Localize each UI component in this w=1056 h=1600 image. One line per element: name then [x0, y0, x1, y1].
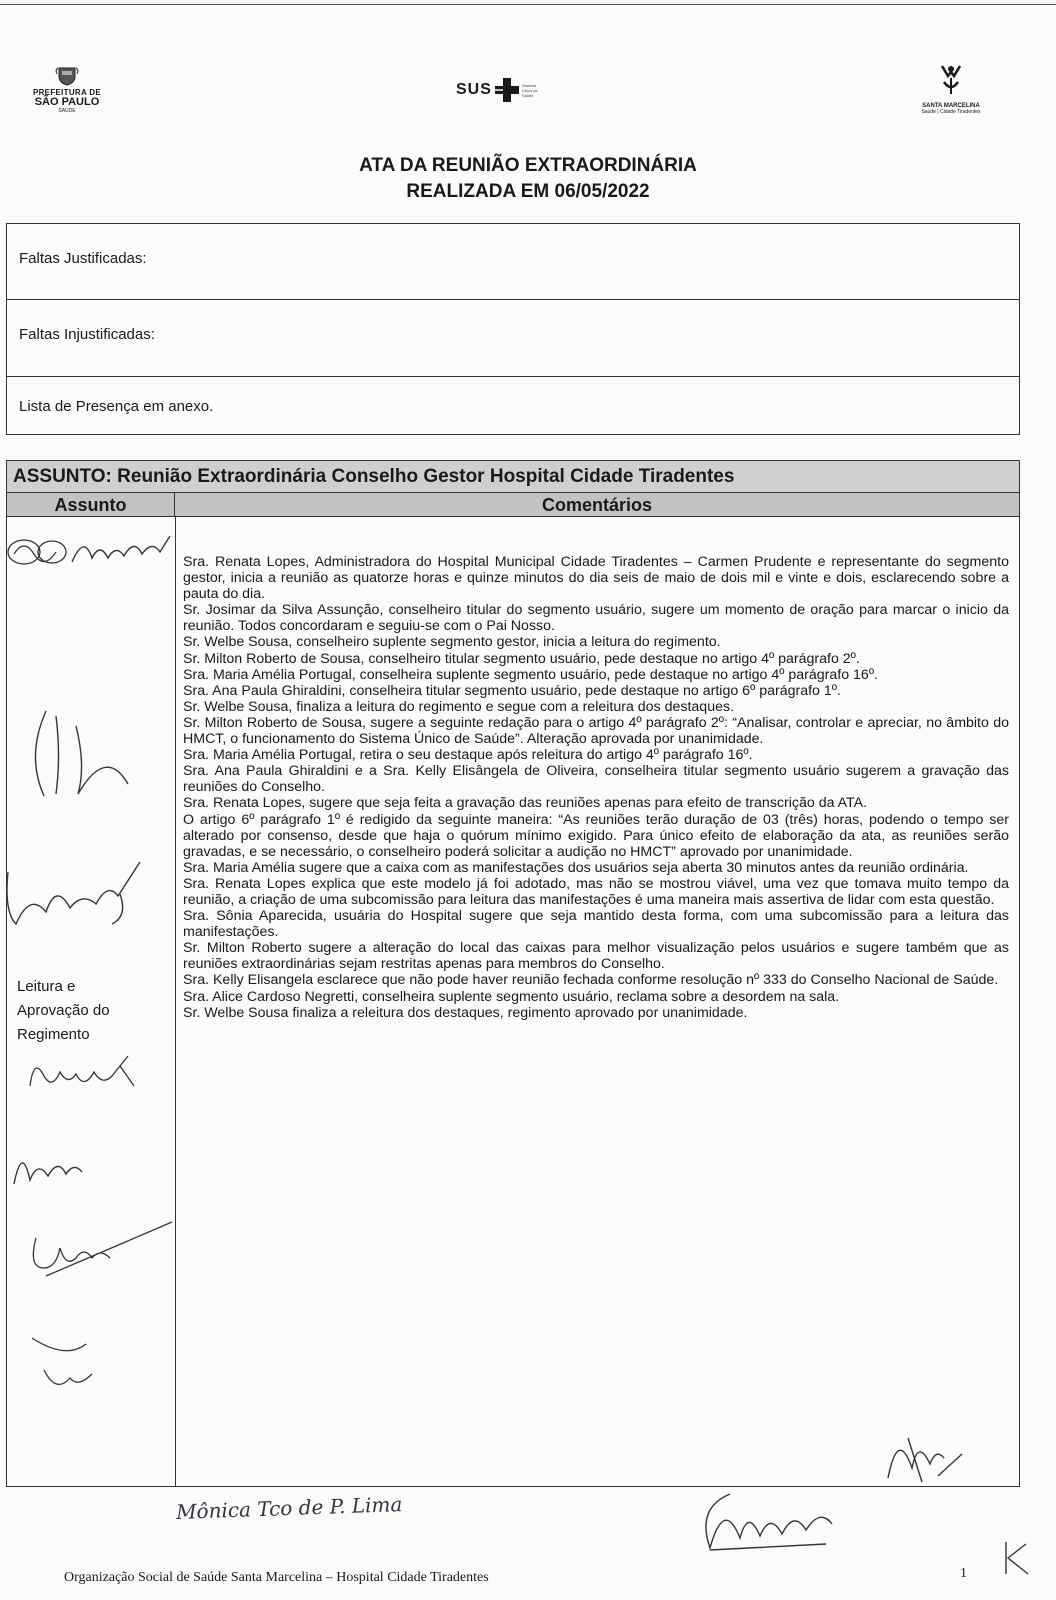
- page-number: 1: [960, 1566, 967, 1581]
- assunto-label: [17, 975, 110, 1047]
- comment-paragraph: Sr. Welbe Sousa, finaliza a leitura do regimento e segue com a releitura dos destaques.: [183, 698, 735, 715]
- assunto-label-line: Leitura e: [17, 978, 76, 995]
- comment-paragraph: Sra. Renata Lopes, sugere que seja feita a gravação das reuniões apenas para efeito de transcrição da ATA.: [183, 795, 868, 812]
- footer-text: Organização Social de Saúde Santa Marcelina – Hospital Cidade Tiradentes: [64, 1570, 489, 1585]
- sus-logo: [456, 78, 542, 102]
- signature-ana: [8, 1140, 98, 1190]
- signature-corner-k: [996, 1538, 1036, 1578]
- comment-paragraph: Sra. Alice Cardoso Negretti, conselheira suplente segmento usuário, reclama sobre a desordem na sala.: [183, 988, 840, 1005]
- signature-amelia: [4, 528, 174, 572]
- comment-paragraph: Sra. Maria Amélia Portugal, conselheira suplente segmento usuário, pede destaque no artigo 4º parágrafo 16º.: [183, 666, 878, 683]
- assunto-table: [6, 460, 1020, 1487]
- top-rule: [0, 4, 1056, 5]
- sus-cross-icon: [495, 78, 519, 102]
- column-header-assunto: Assunto: [7, 493, 175, 517]
- document-title-line1: ATA DA REUNIÃO EXTRAORDINÁRIA: [359, 155, 697, 176]
- comment-paragraph: Sr. Milton Roberto de Sousa, conselheiro titular segmento usuário, pede destaque no artigo 4º parágrafo 2º.: [183, 650, 860, 667]
- sus-logo-text: SUS: [456, 81, 492, 98]
- comment-paragraph: Sr. Milton Roberto sugere a alteração do local das caixas para melhor visualização pelos usuários e sugere também que as reuniões extraordinárias sejam restritas apenas para membros do Conselho.: [183, 940, 1009, 973]
- signature-rodrigo-1: [0, 852, 150, 932]
- logo-sm-line1: SANTA MARCELINA: [922, 103, 980, 109]
- comment-paragraph: Sra. Renata Lopes explica que este modelo já foi adotado, mas não se mostrou viável, uma vez que tomava muito tempo da reunião, a criação de uma subcomissão para leitura das manifestações é uma maneira mais assertiva de lidar com esta questão.: [183, 875, 1009, 908]
- lista-presenca: Lista de Presença em anexo.: [19, 398, 214, 415]
- comment-paragraph: Sra. Kelly Elisangela esclarece que não pode haver reunião fechada conforme resolução nº 333 do Conselho Nacional de Saúde.: [183, 972, 999, 989]
- signature-right-top: [878, 1418, 968, 1488]
- comment-paragraph: Sra. Ana Paula Ghiraldini e a Sra. Kelly Elisângela de Oliveira, conselheira titular segmento usuário sugerem a gravação das reuniões do Conselho.: [183, 763, 1009, 796]
- column-divider: [175, 517, 176, 1486]
- signature-scribble-3: [26, 1330, 106, 1396]
- comment-paragraph: Sra. Renata Lopes, Administradora do Hospital Municipal Cidade Tiradentes – Carmen Prudente e representante do segmento gestor, inicia a reunião as quatorze horas e quinze minutos do dia seis de maio de dois mil e vinte e dois, esclarecendo sobre a pauta do dia.: [183, 554, 1009, 603]
- faltas-justificadas: Faltas Justificadas:: [7, 224, 1019, 300]
- signature-monica: [176, 1492, 403, 1524]
- assunto-label-line: Aprovação do: [17, 1002, 110, 1019]
- comment-paragraph: Sra. Sônia Aparecida, usuária do Hospital sugere que seja mantido desta forma, com uma subcomissão para a leitura das manifestações.: [183, 908, 1009, 941]
- logo-sp-line3: SAÚDE: [58, 108, 76, 114]
- logo-sp-line1: PREFEITURA DE: [32, 88, 102, 97]
- prefeitura-sp-logo: [22, 66, 112, 114]
- logo-sm-line2: Saúde | Cidade Tiradentes: [921, 109, 981, 115]
- assunto-table-header: ASSUNTO: Reunião Extraordinária Conselho Gestor Hospital Cidade Tiradentes: [7, 461, 1019, 493]
- signature-scribble-2: [26, 1218, 176, 1278]
- comment-paragraph: Sra. Ana Paula Ghiraldini, conselheira titular segmento usuário, pede destaque no artigo 6º parágrafo 1º.: [183, 682, 841, 699]
- comment-paragraph: Sr. Milton Roberto de Sousa, sugere a seguinte redação para o artigo 4º parágrafo 2º: “Analisar, controlar e apreciar, no âmbito do HMCT, o funcionamento do Sistema Único de Saúde”. Alteração aprovada por unanimidade.: [183, 714, 1009, 748]
- assunto-label-line: Regimento: [17, 1026, 90, 1043]
- signature-monica-text: Mônica Tco de P. Lima: [175, 1492, 403, 1524]
- signature-bottom-center: [690, 1488, 840, 1558]
- comment-paragraph: Sra. Maria Amélia Portugal, retira o seu destaque após releitura do artigo 4º parágrafo 16º.: [183, 747, 753, 764]
- signature-scribble-1: [16, 706, 136, 806]
- signature-rodrigo-2: [24, 1046, 144, 1096]
- document-title-line2: REALIZADA EM 06/05/2022: [406, 181, 650, 202]
- comments-body: [183, 554, 1009, 1021]
- comment-paragraph: O artigo 6º parágrafo 1º é redigido da seguinte maneira: “As reuniões terão duração de 03 (três) horas, podendo o tempo ser alterado por consenso, desde que haja o quórum mínimo exigido. Para único efeito de elaboração da ata, as reuniões serão gravadas, e se necessário, o conselheiro poderá solicitar a audição no HMCT” aprovado por unanimidade.: [183, 811, 1009, 860]
- comment-paragraph: Sra. Maria Amélia sugere que a caixa com as manifestações dos usuários seja aberta 30 minutos antes da reunião ordinária.: [183, 859, 969, 876]
- santa-marcelina-emblem-icon: [936, 62, 966, 96]
- logo-sp-line2: SÃO PAULO: [34, 96, 100, 108]
- comment-paragraph: Sr. Welbe Sousa finaliza a releitura dos destaques, regimento aprovado por unanimidade.: [183, 1004, 748, 1021]
- santa-marcelina-logo: [896, 62, 1006, 115]
- column-header-comentarios: Comentários: [175, 493, 1019, 517]
- attendance-box: [6, 223, 1020, 435]
- faltas-injustificadas: Faltas Injustificadas:: [7, 300, 1019, 377]
- sus-logo-small: Sistema Único de Saúde: [521, 82, 538, 98]
- comment-paragraph: Sr. Josimar da Silva Assunção, conselheiro titular do segmento usuário, sugere um momento de oração para marcar o inicio da reunião. Todos concordaram e seguiu-se com o Pai Nosso.: [183, 602, 1009, 635]
- city-crest-icon: [55, 66, 79, 86]
- comment-paragraph: Sr. Welbe Sousa, conselheiro suplente segmento gestor, inicia a leitura do regimento.: [183, 634, 721, 651]
